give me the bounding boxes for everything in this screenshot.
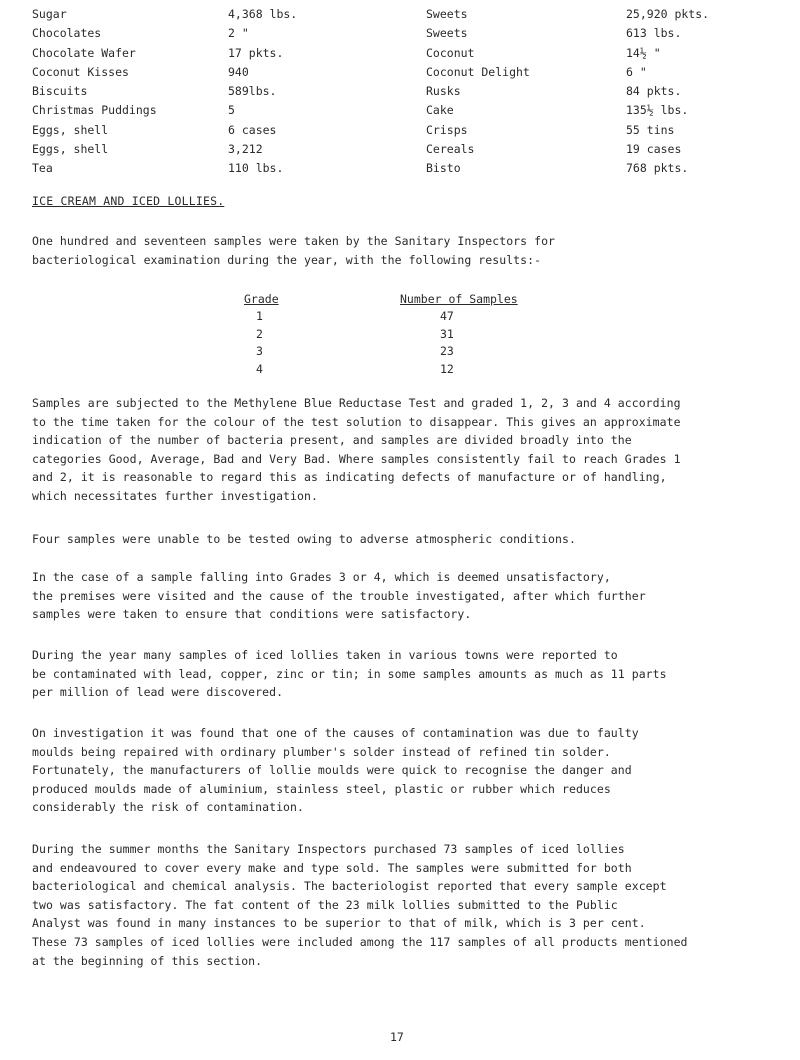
grade-value: 1 [256,309,263,323]
grade-column-header: Grade [244,292,279,306]
grade-table [240,290,560,379]
item-name: Chocolates [32,26,102,41]
item-quantity: 17 pkts. [228,45,284,60]
inventory-row [32,159,772,178]
item-quantity: 2 " [228,26,249,41]
item-quantity: 3,212 [228,142,263,157]
inventory-row [32,121,772,140]
item-name: Rusks [426,84,461,99]
item-quantity: 589lbs. [228,84,277,99]
grade-value: 4 [256,362,263,377]
item-name: Eggs, shell [32,142,109,157]
paragraph-investigation: On investigation it was found that one of the causes of contamination was due to faulty moulds being repaired with ordinary plumber's solder instead of refined tin solder. Fortunately, the manufacturers of lollie moulds were quick to recognise the danger and produced moulds made of aluminium, stainless steel, plastic or rubber which reduces considerably the risk of contamination. [32,726,639,815]
paragraph-untested: Four samples were unable to be tested owing to adverse atmospheric conditions. [32,532,576,546]
item-name: Crisps [426,122,468,137]
item-name: Coconut [426,45,475,60]
paragraph-grading: Samples are subjected to the Methylene Blue Reductase Test and graded 1, 2, 3 and 4 according to the time taken for the colour of the test solution to disappear. This gives an approximate indication of the number of bacteria present, and samples are divided broadly into the categories Good, Average, Bad and Very Bad. Where samples consistently fail to reach Grades 1 and 2, it is reasonable to regard this as indicating defects of manufacture or of handling, which necessitates further investigation. [32,396,681,503]
item-name: Sweets [426,26,468,41]
grade-row [240,343,560,361]
paragraph-unsatisfactory: In the case of a sample falling into Grades 3 or 4, which is deemed unsatisfactory, the premises were visited and the cause of the trouble investigated, after which further samples were taken to ensure that conditions were satisfactory. [32,570,646,622]
item-quantity: 55 tins [626,122,675,137]
grade-row [240,361,560,379]
inventory-row [32,44,772,63]
item-name: Sweets [426,7,468,21]
item-quantity: 14½ " [626,45,661,60]
page-number: 17 [390,1030,404,1044]
item-quantity: 25,920 pkts. [626,7,710,21]
samples-value: 31 [440,326,454,341]
paragraph-contamination: During the year many samples of iced lollies taken in various towns were reported to be contaminated with lead, copper, zinc or tin; in some samples amounts as much as 11 parts per million of lead were discovered. [32,648,667,700]
intro-paragraph: One hundred and seventeen samples were taken by the Sanitary Inspectors for bacteriological examination during the year, with the following results:- [32,234,556,267]
item-name: Coconut Kisses [32,64,129,79]
samples-column-header: Number of Samples [400,292,518,306]
item-quantity: 135½ lbs. [626,103,689,118]
item-name: Christmas Puddings [32,103,157,118]
item-quantity: 768 pkts. [626,161,689,176]
item-name: Coconut Delight [426,64,530,79]
inventory-row [32,101,772,120]
inventory-row [32,5,772,24]
item-quantity: 613 lbs. [626,26,682,41]
inventory-row [32,82,772,101]
samples-value: 12 [440,362,454,377]
item-name: Chocolate Wafer [32,45,136,60]
grade-row [240,326,560,344]
item-name: Eggs, shell [32,122,109,137]
grade-row [240,308,560,326]
item-quantity: 6 cases [228,122,277,137]
item-name: Bisto [426,161,461,176]
item-name: Tea [32,161,53,176]
item-quantity: 5 [228,103,235,118]
samples-value: 23 [440,344,454,359]
item-name: Biscuits [32,84,88,99]
grade-table-header [240,290,560,308]
item-quantity: 19 cases [626,142,682,157]
grade-value: 3 [256,344,263,359]
item-name: Cereals [426,142,475,157]
inventory-table [32,5,772,179]
item-quantity: 6 " [626,64,647,79]
item-quantity: 4,368 lbs. [228,7,298,21]
paragraph-summer-samples: During the summer months the Sanitary Inspectors purchased 73 samples of iced lollies and endeavoured to cover every make and type sold. The samples were submitted for both bacteriological and chemical analysis. The bacteriologist reported that every sample except two was satisfactory. The fat content of the 23 milk lollies submitted to the Public Analyst was found in many instances to be superior to that of milk, which is 3 per cent. These 73 samples of iced lollies were included among the 117 samples of all products mentioned at the beginning of this section. [32,842,688,968]
item-quantity: 110 lbs. [228,161,284,176]
inventory-row [32,24,772,43]
inventory-row [32,63,772,82]
samples-value: 47 [440,309,454,323]
item-quantity: 940 [228,64,249,79]
item-name: Cake [426,103,454,118]
item-quantity: 84 pkts. [626,84,682,99]
item-name: Sugar [32,7,67,21]
inventory-row [32,140,772,159]
section-heading: ICE CREAM AND ICED LOLLIES. [32,194,225,208]
grade-value: 2 [256,326,263,341]
